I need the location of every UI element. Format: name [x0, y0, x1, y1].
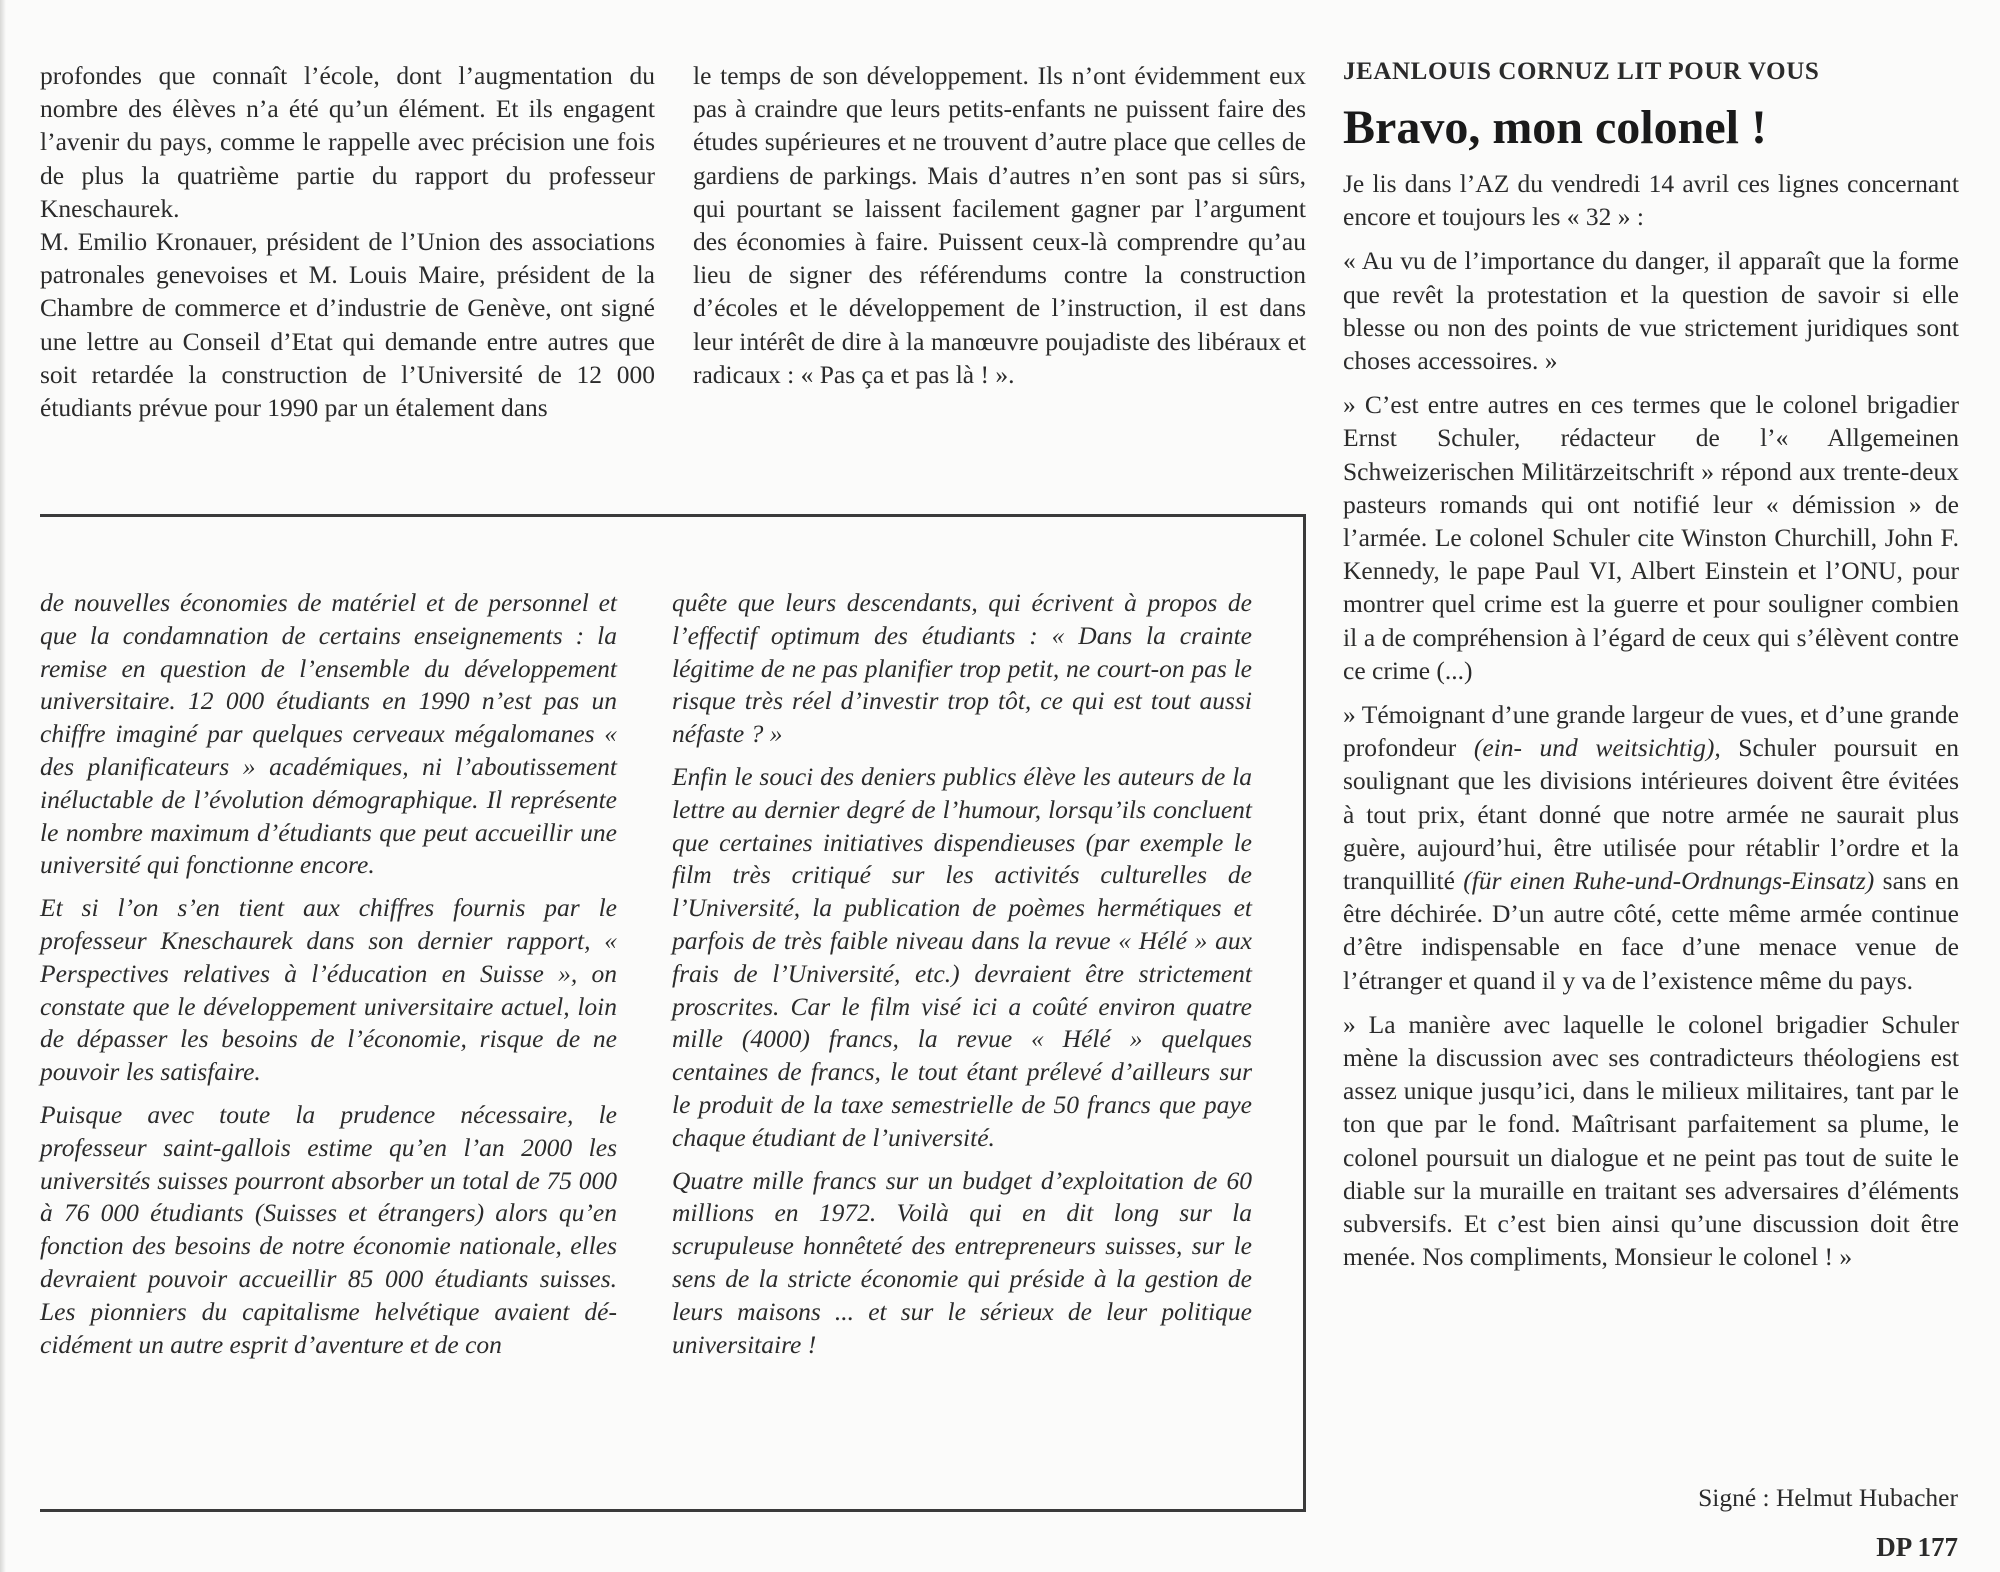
article-paragraph: M. Emilio Kronauer, président de l’Union des associations patronales genevoises et M. Louis Maire, président de la Chambre de commerce et d’industrie de Genève, ont signé une lettre au Conseil d’Etat qui demande entre autres que soit retardée la construction de l’Université de 12 000 étudiants prévue pour 1990 par un étalement dans	[40, 227, 655, 423]
article-headline: Bravo, mon colonel !	[1343, 101, 1767, 154]
article-column-1	[40, 59, 655, 424]
article-column-3	[1343, 55, 1959, 1274]
german-quote: (ein- und weitsichtig),	[1473, 733, 1721, 763]
article-paragraph: le temps de son développement. Ils n’ont évidemment eux pas à craindre que leurs petits-enfants ne puissent faire des études supérieures et ne trouvent d’autre place que celles de gardiens de parkings. Mais d’autres n’en sont pas si sûrs, qui pourtant se laissent facilement gagner par l’argument des économies à faire. Puissent ceux-là comprendre qu’au lieu de signer des référendums contre la construction d’écoles et le développement de l’instruction, il est dans leur intérêt de dire à la manœuvre poujadiste des libéraux et radicaux : « Pas ça et pas là ! ».	[693, 61, 1306, 389]
text-run: sans en être déchirée. D’un autre côté, cette même armée continue d’être indispensable en face d’une menace venue de l’étranger et quand il y va de l’existence même du pays.	[1343, 866, 1959, 995]
article-paragraph: « Au vu de l’importance du danger, il apparaît que la forme que revêt la protestation et la question de savoir si elle blesse ou non des points de vue strictement juridiques sont choses accessoires. »	[1343, 246, 1959, 376]
text-run: » Témoignant d’une grande largeur de vues, et d’une grande profondeur	[1343, 700, 1959, 763]
boxed-column-2	[672, 587, 1252, 1361]
boxed-column-1	[40, 587, 617, 1361]
article-paragraph: profondes que connaît l’école, dont l’augmentation du nombre des élèves n’a été qu’un élément. Et ils engagent l’avenir du pays, comme le rappelle avec précision une fois de plus la quatrième partie du rapport du professeur Kneschaurek.	[40, 61, 655, 223]
text-run: Schuler poursuit en soulignant que les divisions intérieures doivent être évitées à tout prix, étant donné que notre armée ne saurait plus guère, aujourd’hui, être utilisée pour rétablir l’ordre et la tranquillité	[1343, 733, 1959, 896]
section-kicker: JEANLOUIS CORNUZ LIT POUR VOUS	[1343, 58, 1820, 85]
german-quote: (für einen Ruhe-und-Ordnungs-Einsatz)	[1463, 866, 1875, 896]
boxed-paragraph: Quatre mille francs sur un budget d’exploitation de 60 millions en 1972. Voilà qui en dit long sur la scrupuleuse honnêteté des entrepreneurs suisses, sur le sens de la stricte économie qui préside à la gestion de leurs maisons ... et sur le sérieux de leur politique universitaire !	[672, 1165, 1252, 1359]
article-paragraph: » La manière avec laquelle le colonel brigadier Schuler mène la discussion avec ses contradicteurs théologiens est assez unique jusqu’ici, dans le milieux militaires, tant par le ton que par le fond. Maîtrisant parfaitement sa plume, le colonel poursuit un dialogue et ne peint pas tout de suite le diable sur la muraille en traitant ses adversaires d’éléments subversifs. Et c’est bien ainsi qu’une discussion doit être menée. Nos compliments, Monsieur le colonel ! »	[1343, 1009, 1959, 1272]
boxed-paragraph: de nouvelles économies de matériel et de personnel et que la condamnation de certains enseignements : la remise en question de l’ensemble du développement universitaire. 12 000 étudiants en 1990 n’est pas un chiffre imaginé par quelques cerveaux mégalomanes « des planificateurs » académiques, ni l’aboutissement inéluctable de l’évolution démographique. Il représente le nombre maximum d’étudiants que peut accueillir une université qui fonctionne encore.	[40, 588, 617, 880]
article-paragraph: » C’est entre autres en ces termes que le colonel brigadier Ernst Schuler, rédacteur de l’« Allgemeinen Schweizerischen Militärzeitschrift » répond aux trente-deux pasteurs romands qui ont notifié leur « démission » de l’armée. Le colonel Schuler cite Winston Churchill, John F. Kennedy, le pape Paul VI, Albert Einstein et l’ONU, pour montrer quel crime est la guerre et pour souligner combien il a de compréhension à l’égard de ceux qui s’élèvent contre ce crime (...)	[1343, 390, 1959, 685]
boxed-paragraph: Enfin le souci des deniers publics élève les auteurs de la lettre au dernier degré de l’humour, lorsqu’ils concluent que certaines initiatives dispendieuses (par exemple le film très critiqué sur les activités culturelles de l’Université, la publication de poèmes hermétiques et parfois de très faible niveau dans la revue « Hélé » aux frais de l’Université, etc.) devraient être strictement proscrites. Car le film visé ici a coûté environ quatre mille (4000) francs, la revue « Hélé » quelques centaines de francs, le tout étant prélevé d’ailleurs sur le produit de la taxe semestrielle de 50 francs que paye chaque étudiant de l’université.	[672, 761, 1252, 1152]
scan-edge	[0, 0, 6, 1572]
boxed-paragraph: Puisque avec toute la prudence nécessaire, le professeur saint-gallois estime qu’en l’an 2000 les universités suisses pourront absorber un total de 75 000 à 76 000 étudiants (Suisses et étrangers) alors qu’en fonction des besoins de notre économie nationale, elles devraient pouvoir accueillir 85 000 étudiants suisses. Les pionniers du capitalisme helvétique avaient décidément un autre esprit d’aventure et de con	[40, 1099, 617, 1359]
page-number: DP 177	[1876, 1532, 1958, 1562]
signature: Signé : Helmut Hubacher	[1698, 1483, 1958, 1512]
article-paragraph: Je lis dans l’AZ du vendredi 14 avril ces lignes concernant encore et toujours les « 32 » :	[1343, 169, 1959, 232]
boxed-paragraph: Et si l’on s’en tient aux chiffres fournis par le professeur Kneschaurek dans son dernier rapport, « Perspectives relatives à l’éducation en Suisse », on constate que le développement universitaire actuel, loin de dépasser les besoins de l’économie, risque de ne pouvoir les satisfaire.	[40, 893, 617, 1087]
article-paragraph	[1343, 698, 1959, 997]
boxed-paragraph: quête que leurs descendants, qui écrivent à propos de l’effectif optimum des étudiants : « Dans la crainte légitime de ne pas planifier trop petit, ne court-on pas le risque très réel d’investir trop tôt, ce qui est tout aussi néfaste ? »	[672, 588, 1252, 749]
article-column-2	[693, 59, 1306, 391]
